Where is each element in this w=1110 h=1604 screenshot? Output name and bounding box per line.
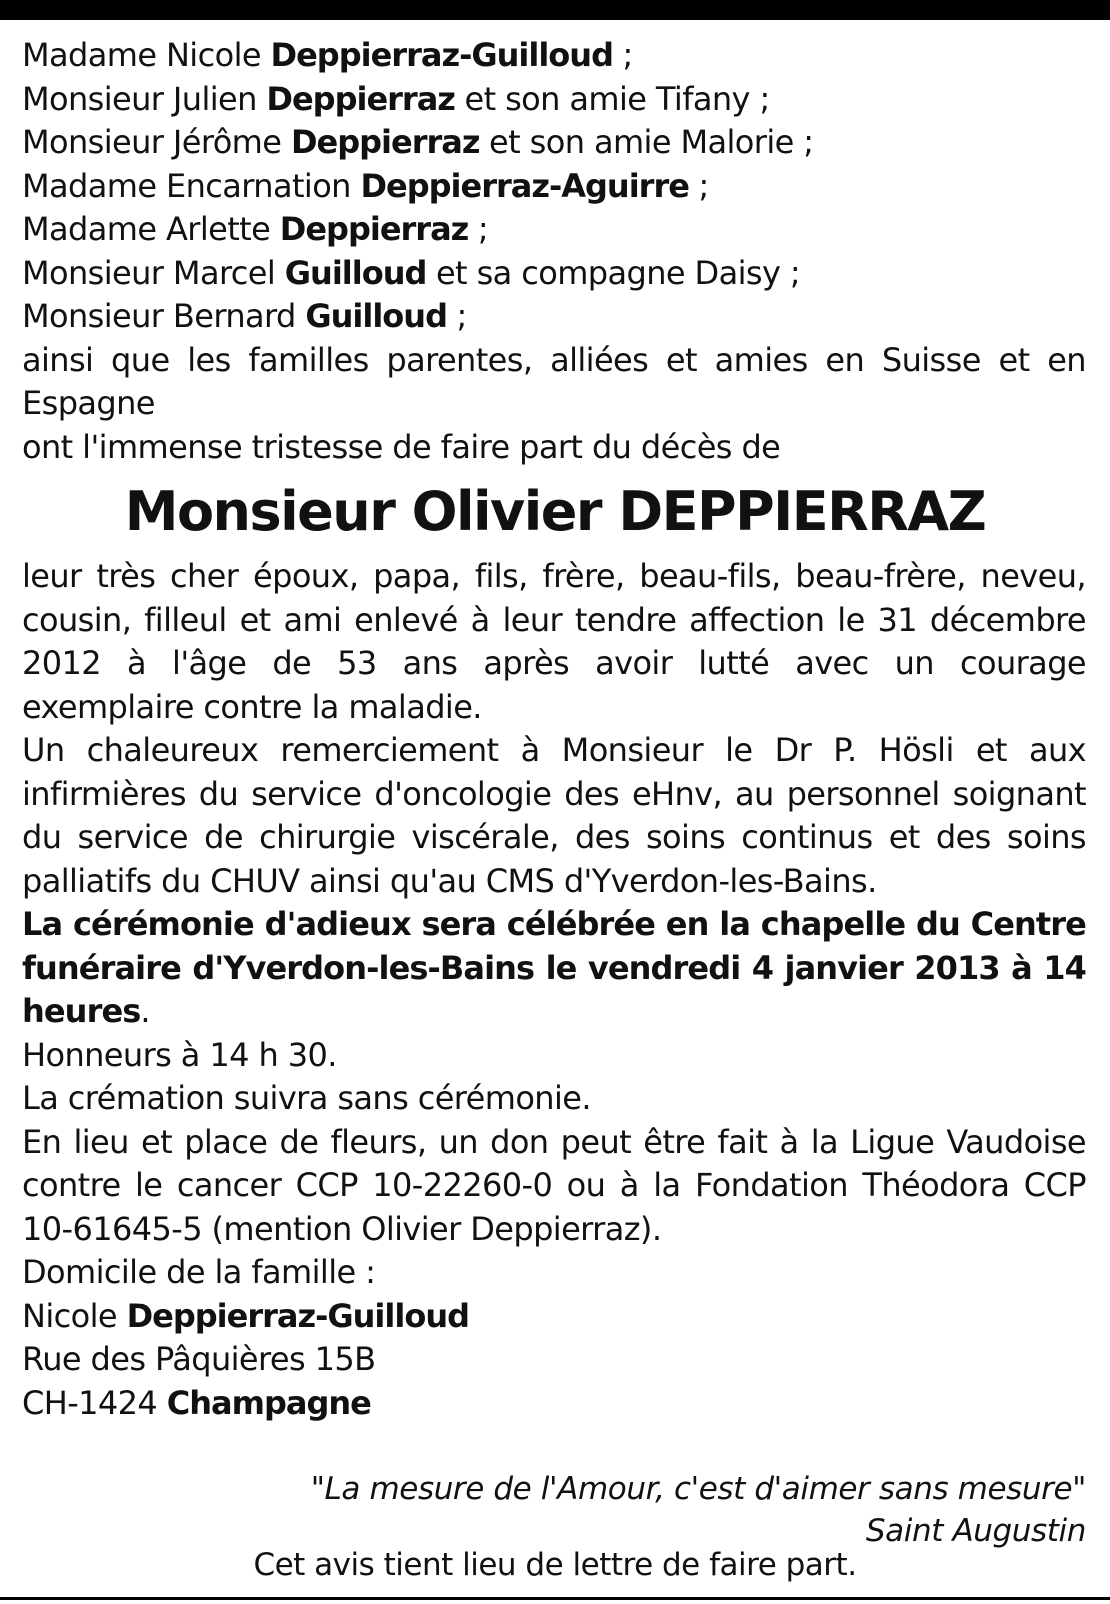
honours-line: Honneurs à 14 h 30. — [22, 1035, 337, 1074]
ceremony-paragraph: La cérémonie d'adieux sera célébrée en la chapelle du Centre funéraire d'Yverdon-les-Bains le vendredi 4 janvier 2013 à 14 heures. — [22, 905, 1086, 1030]
domicile-name: Nicole Deppierraz-Guilloud — [22, 1296, 469, 1335]
thanks-paragraph: Un chaleureux remerciement à Monsieur le Dr P. Hösli et aux infirmières du service d'oncologie des eHnv, au personnel soignant du service de chirurgie viscérale, des soins continus et des soins palliatifs du CHUV ainsi qu'au CMS d'Yverdon-les-Bains. — [22, 731, 1086, 900]
family-member-line: Monsieur Marcel Guilloud et sa compagne Daisy ; — [22, 253, 801, 292]
family-member-line: Monsieur Bernard Guilloud ; — [22, 297, 467, 335]
family-surname: Deppierraz — [290, 123, 480, 161]
domicile-street: Rue des Pâquières 15B — [22, 1340, 376, 1378]
closing-note: Cet avis tient lieu de lettre de faire part. — [253, 1547, 857, 1583]
family-member-line: Madame Nicole Deppierraz-Guilloud ; — [22, 36, 633, 74]
deceased-name: Monsieur Olivier DEPPIERRAZ — [124, 480, 986, 543]
bottom-border-rule — [0, 1597, 1110, 1600]
family-surname: Deppierraz-Aguirre — [360, 166, 689, 205]
family-member-line: Monsieur Julien Deppierraz et son amie Tifany ; — [22, 79, 770, 118]
family-member-line: Madame Encarnation Deppierraz-Aguirre ; — [22, 166, 709, 205]
family-surname: Deppierraz — [266, 79, 455, 118]
quote-text: "La mesure de l'Amour, c'est d'aimer sans mesure" — [310, 1471, 1086, 1507]
domicile-label: Domicile de la famille : — [22, 1253, 376, 1291]
obituary-notice — [22, 34, 1086, 1552]
domicile-town: CH-1424 Champagne — [22, 1383, 371, 1422]
spacer — [22, 1425, 1086, 1468]
ceremony-details: La cérémonie d'adieux sera célébrée en la chapelle du Centre funéraire d'Yverdon-les-Bains le vendredi 4 janvier 2013 à 14 heures — [22, 905, 1086, 1030]
donation-paragraph: En lieu et place de fleurs, un don peut être fait à la Ligue Vaudoise contre le cancer CCP 10-22260-0 ou à la Fondation Théodora CCP 10-61645-5 (mention Olivier Deppierraz). — [22, 1122, 1086, 1248]
family-surname: Guilloud — [305, 297, 447, 335]
family-surname: Deppierraz — [279, 210, 469, 248]
relatives-line: ainsi que les familles parentes, alliées et amies en Suisse et en Espagne — [22, 340, 1086, 422]
announcement-line: ont l'immense tristesse de faire part du décès de — [22, 427, 781, 466]
family-member-line: Madame Arlette Deppierraz ; — [22, 210, 489, 248]
cremation-line: La crémation suivra sans cérémonie. — [22, 1079, 591, 1117]
quote-block — [22, 1468, 1086, 1552]
family-member-line: Monsieur Jérôme Deppierraz et son amie Malorie ; — [22, 123, 814, 161]
family-surname: Guilloud — [284, 253, 427, 292]
quote-author: Saint Augustin — [865, 1513, 1086, 1549]
top-border-rule — [0, 0, 1110, 20]
family-surname: Deppierraz-Guilloud — [270, 36, 613, 74]
deceased-description: leur très cher époux, papa, fils, frère, beau-fils, beau-frère, neveu, cousin, filleul et ami enlevé à leur tendre affection le 31 décembre 2012 à l'âge de 53 ans après avoir lutté avec un courage exemplaire contre la maladie. — [22, 557, 1086, 726]
